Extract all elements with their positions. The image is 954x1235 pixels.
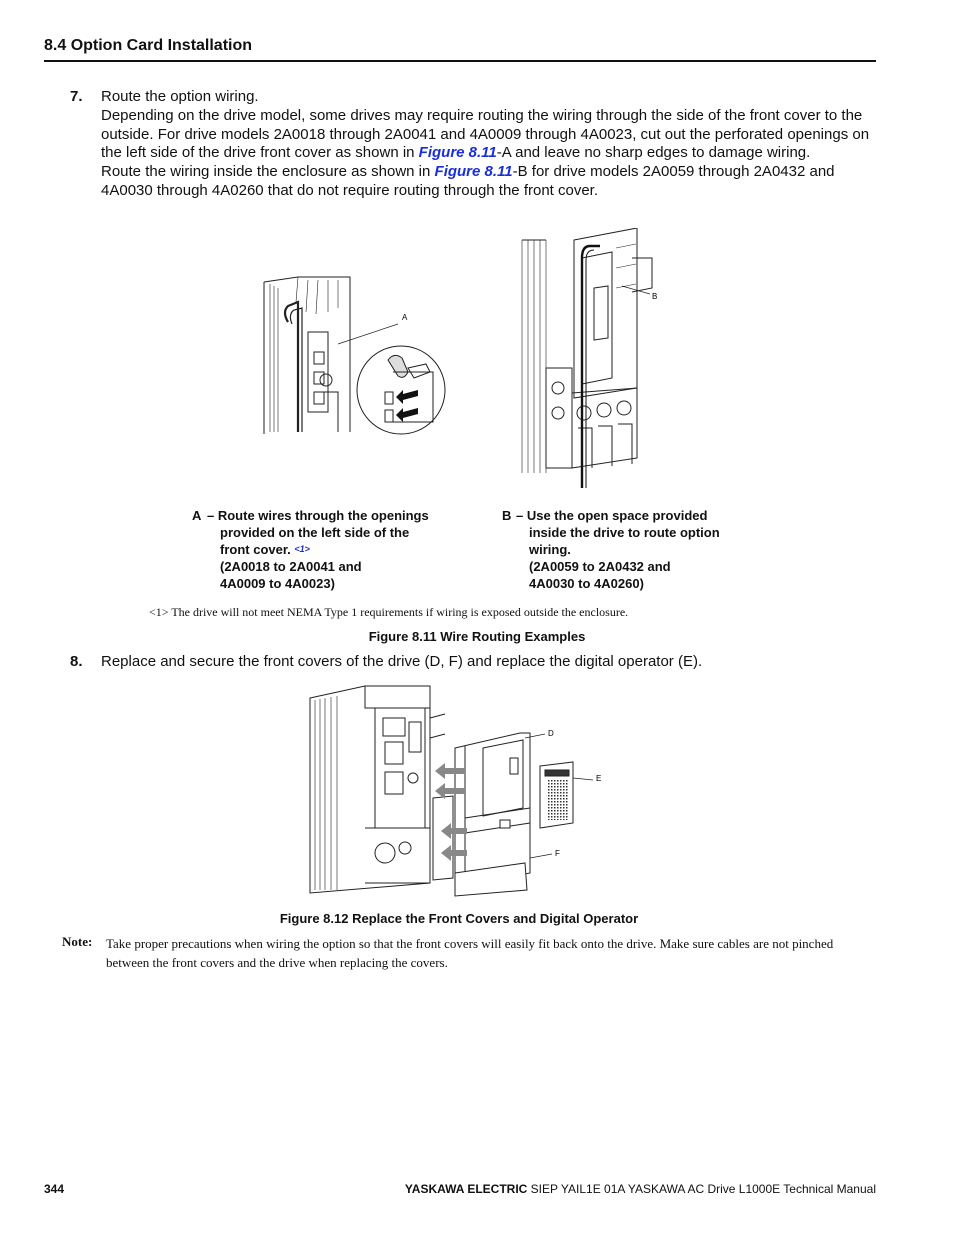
step-7-para1-text-b: -A and leave no sharp edges to damage wiring. <box>496 144 811 162</box>
caption-a-line2: provided on the left side of the <box>220 525 410 540</box>
figure-8-11-link-2[interactable]: Figure 8.11 <box>434 163 513 181</box>
step-7-line1: Route the option wiring. <box>101 88 259 105</box>
caption-b-line2: inside the drive to route option <box>529 525 720 540</box>
figure-8-11-label-b: B <box>652 292 658 301</box>
figure-8-11-label-a: A <box>402 313 408 322</box>
step-7-number: 7. <box>70 88 83 105</box>
footnote-1: <1> The drive will not meet NEMA Type 1 requirements if wiring is exposed outside the enclosure. <box>149 605 629 619</box>
note-label: Note: <box>62 934 93 949</box>
section-title: 8.4 Option Card Installation <box>44 37 253 54</box>
caption-a-line5: 4A0009 to 4A0023) <box>220 576 335 591</box>
caption-b-letter: B <box>502 508 512 523</box>
footer-doc-info <box>405 1182 876 1196</box>
caption-b-line5: 4A0030 to 4A0260) <box>529 576 644 591</box>
figure-8-12-title: Figure 8.12 Replace the Front Covers and Digital Operator <box>279 911 639 926</box>
step-7-para2-text-b: -B for drive models 2A0059 through 2A0432 and 4A0030 through 4A0260 that do not require routing through the front cover. <box>101 163 835 199</box>
footer-doc: SIEP YAIL1E 01A YASKAWA AC Drive L1000E Technical Manual <box>527 1182 876 1196</box>
figure-8-11-link-1[interactable]: Figure 8.11 <box>418 144 497 162</box>
step-7-para2 <box>101 163 881 201</box>
caption-a-letter: A <box>192 508 202 523</box>
figure-8-12-label-e: E <box>596 774 602 783</box>
caption-a <box>207 507 487 592</box>
caption-a-line1: – Route wires through the openings <box>207 508 429 523</box>
caption-a-line4: (2A0018 to 2A0041 and <box>220 559 362 574</box>
figure-8-11-b-illustration <box>512 228 692 498</box>
header-rule <box>44 60 876 62</box>
figure-8-12-label-d: D <box>548 729 554 738</box>
step-8-number: 8. <box>70 653 83 670</box>
figure-8-11-title: Figure 8.11 Wire Routing Examples <box>368 629 586 644</box>
caption-b-line4: (2A0059 to 2A0432 and <box>529 559 671 574</box>
figure-8-11-a-illustration <box>258 272 448 442</box>
step-7-body <box>101 88 881 201</box>
caption-b-line1: – Use the open space provided <box>516 508 708 523</box>
step-8-text: Replace and secure the front covers of the drive (D, F) and replace the digital operator (E). <box>101 653 703 670</box>
footnote-ref-1[interactable]: <1> <box>294 544 310 554</box>
caption-a-line3: front cover. <box>220 542 291 557</box>
step-7-para1 <box>101 107 881 163</box>
step-7-para1-text-a: Depending on the drive model, some drives may require routing the wiring through the side of the front cover to the outside. For drive models 2A0018 through 2A0041 and 4A0009 through 4A0023, cut out the perforated openings on the left side of the drive front cover as shown in <box>101 106 870 162</box>
caption-b <box>516 507 796 592</box>
caption-b-line3: wiring. <box>529 542 571 557</box>
figure-8-12-illustration <box>305 678 605 900</box>
footer-brand: YASKAWA ELECTRIC <box>404 1182 528 1196</box>
page-number: 344 <box>44 1182 65 1196</box>
figure-8-12-label-f: F <box>555 849 560 858</box>
note-text: Take proper precautions when wiring the option so that the front covers will easily fit back onto the drive. Make sure cables are not pinched between the front covers and the drive when replacing the covers. <box>106 936 834 970</box>
step-7-para2-text-a: Route the wiring inside the enclosure as shown in <box>101 163 435 181</box>
